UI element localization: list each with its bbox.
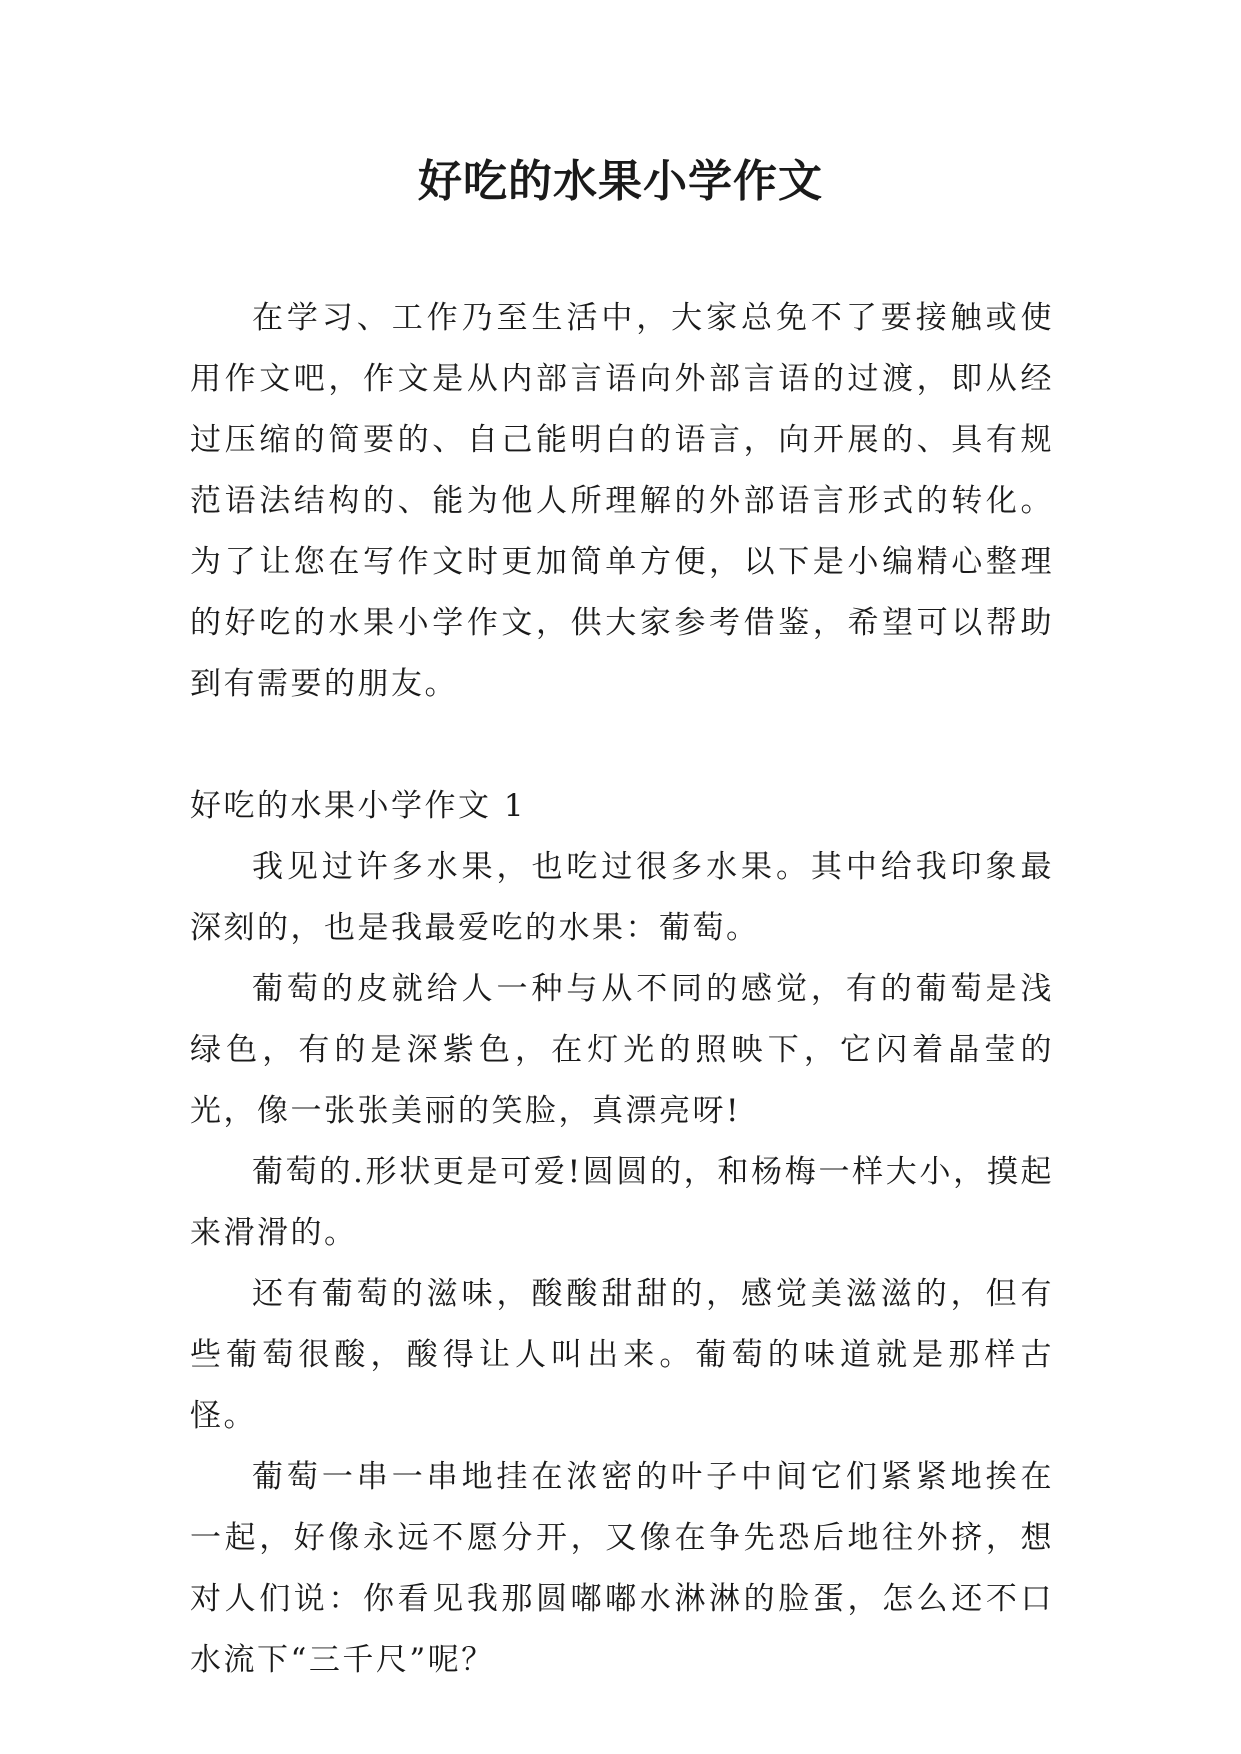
intro-paragraph: 在学习、工作乃至生活中，大家总免不了要接触或使用作文吧，作文是从内部言语向外部言语的过渡，即从经过压缩的简要的、自己能明白的语言，向开展的、具有规范语法结构的、能为他人所理解的外部语言形式的转化。为了让您在写作文时更加简单方便，以下是小编精心整理的好吃的水果小学作文，供大家参考借鉴，希望可以帮助到有需要的朋友。 bbox=[190, 300, 1054, 702]
body-paragraph-2: 葡萄的皮就给人一种与从不同的感觉，有的葡萄是浅绿色，有的是深紫色，在灯光的照映下，它闪着晶莹的光，像一张张美丽的笑脸，真漂亮呀! bbox=[190, 971, 1054, 1129]
section-heading: 好吃的水果小学作文 1 bbox=[190, 788, 527, 824]
document-body bbox=[190, 288, 1054, 1691]
body-paragraph-3: 葡萄的.形状更是可爱!圆圆的，和杨梅一样大小，摸起来滑滑的。 bbox=[190, 1154, 1054, 1251]
body-paragraph-1: 我见过许多水果，也吃过很多水果。其中给我印象最深刻的，也是我最爱吃的水果：葡萄。 bbox=[190, 849, 1054, 946]
section-spacer bbox=[190, 715, 1054, 776]
body-paragraph-4: 还有葡萄的滋味，酸酸甜甜的，感觉美滋滋的，但有些葡萄很酸，酸得让人叫出来。葡萄的味道就是那样古怪。 bbox=[190, 1276, 1054, 1434]
document-title: 好吃的水果小学作文 bbox=[418, 156, 823, 207]
body-paragraph-5: 葡萄一串一串地挂在浓密的叶子中间它们紧紧地挨在一起，好像永远不愿分开，又像在争先恐后地往外挤，想对人们说：你看见我那圆嘟嘟水淋淋的脸蛋，怎么还不口水流下“三千尺”呢？ bbox=[190, 1459, 1054, 1678]
